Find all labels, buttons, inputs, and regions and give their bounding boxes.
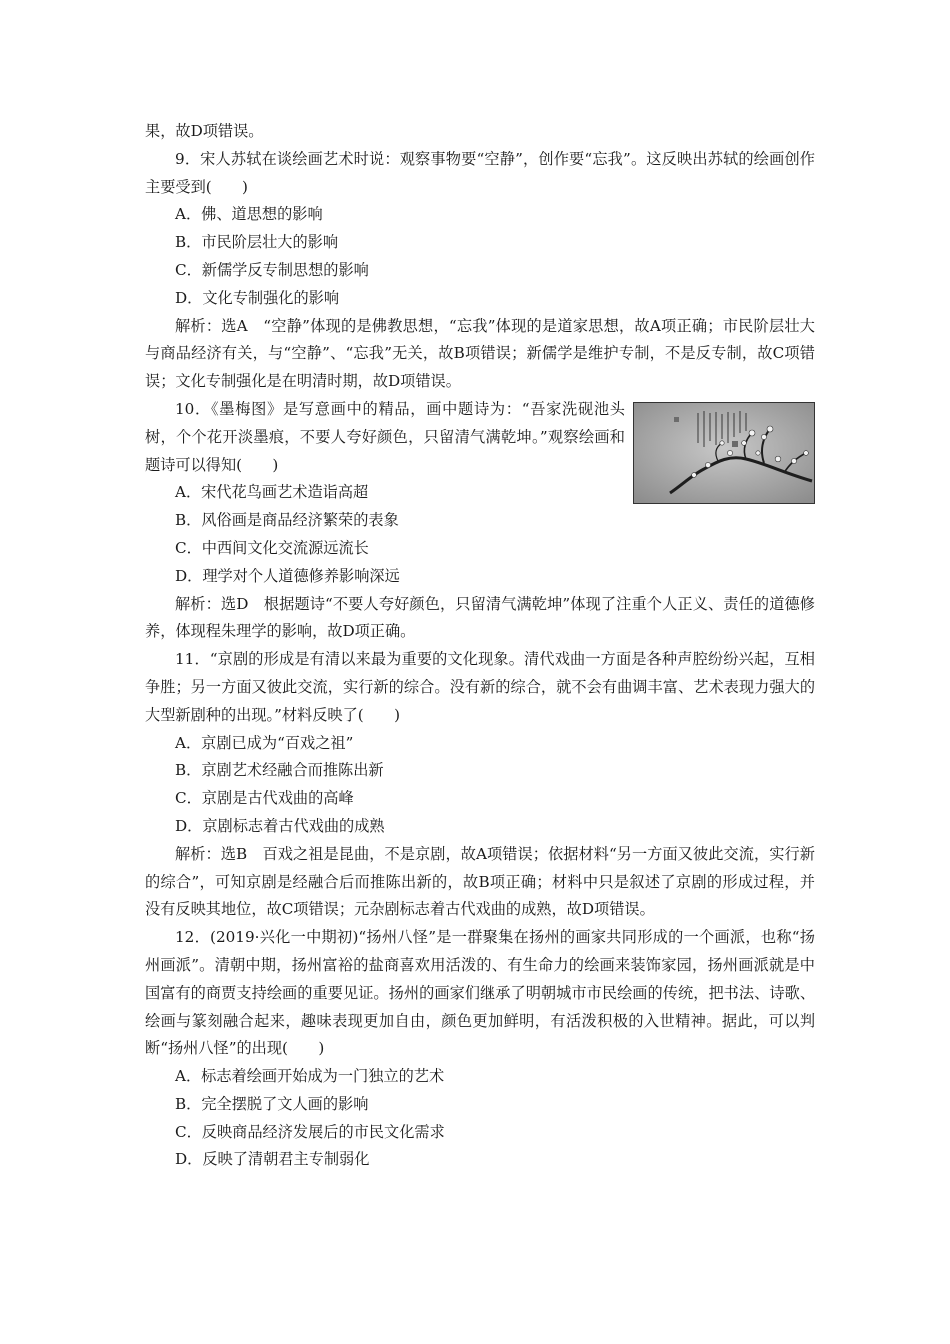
- question-10-option-c: C．中西间文化交流源远流长: [175, 538, 369, 557]
- question-12-option-c: C．反映商品经济发展后的市民文化需求: [175, 1122, 445, 1141]
- question-9-option-c: C．新儒学反专制思想的影响: [175, 260, 369, 279]
- question-10-option-b: B．风俗画是商品经济繁荣的表象: [175, 511, 399, 530]
- question-12-option-a: A．标志着绘画开始成为一门独立的艺术: [175, 1067, 445, 1086]
- question-11-option-a: A．京剧已成为“百戏之祖”: [175, 733, 354, 752]
- plum-blossom-painting-svg: [634, 403, 814, 503]
- question-11: [145, 646, 815, 924]
- question-9-option-d: D．文化专制强化的影响: [175, 288, 340, 307]
- question-11-option-c: C．京剧是古代戏曲的高峰: [175, 789, 354, 808]
- question-9-stem: 9．宋人苏轼在谈绘画艺术时说：观察事物要“空静”，创作要“忘我”。这反映出苏轼的绘画创作主要受到( ): [145, 149, 815, 196]
- document-page: [145, 118, 815, 1174]
- question-10-analysis: 解析：选D 根据题诗“不要人夸好颜色，只留清气满乾坤”体现了注重个人正义、责任的道德修养，体现程朱理学的影响，故D项正确。: [145, 594, 815, 641]
- question-10-stem: 10．《墨梅图》是写意画中的精品，画中题诗为：“吾家洗砚池头树，个个花开淡墨痕，不要人夸好颜色，只留清气满乾坤。”观察绘画和题诗可以得知( ): [145, 399, 625, 474]
- question-9-analysis: 解析：选A “空静”体现的是佛教思想，“忘我”体现的是道家思想，故A项正确；市民阶层壮大与商品经济有关，与“空静”、“忘我”无关，故B项错误；新儒学是维护专制，不是反专制，故C项错误；文化专制强化是在明清时期，故D项错误。: [145, 316, 815, 391]
- question-9-option-a: A．佛、道思想的影响: [175, 205, 323, 224]
- question-11-option-d: D．京剧标志着古代戏曲的成熟: [175, 816, 385, 835]
- question-10-option-a: A．宋代花鸟画艺术造诣高超: [175, 483, 369, 502]
- question-11-analysis: 解析：选B 百戏之祖是昆曲，不是京剧，故A项错误；依据材料“另一方面又彼此交流，实行新的综合”，可知京剧是经融合后而推陈出新的，故B项正确；材料中只是叙述了京剧的形成过程，并没有反映其地位，故C项错误；元杂剧标志着古代戏曲的成熟，故D项错误。: [145, 844, 815, 919]
- question-10-option-d: D．理学对个人道德修养影响深远: [175, 566, 400, 585]
- question-11-option-b: B．京剧艺术经融合而推陈出新: [175, 761, 384, 780]
- question-9: [145, 146, 815, 396]
- question-10-text-column: [145, 396, 625, 507]
- question-12-option-d: D．反映了清朝君主专制弱化: [175, 1150, 370, 1169]
- intro-line: 果，故D项错误。: [145, 122, 264, 140]
- question-11-stem: 11．“京剧的形成是有清以来最为重要的文化现象。清代戏曲一方面是各种声腔纷纷兴起，互相争胜；另一方面又彼此交流，实行新的综合。没有新的综合，就不会有曲调丰富、艺术表现力强大的大型新剧种的出现。”材料反映了( ): [145, 650, 815, 724]
- question-10: [145, 396, 815, 646]
- question-12: [145, 924, 815, 1174]
- question-12-option-b: B．完全摆脱了文人画的影响: [175, 1094, 369, 1113]
- question-12-stem: 12．(2019·兴化一中期初)“扬州八怪”是一群聚集在扬州的画家共同形成的一个画派，也称“扬州画派”。清朝中期，扬州富裕的盐商喜欢用活泼的、有生命力的绘画来装饰家园，扬州画派就是中国富有的商贾支持绘画的重要见证。扬州的画家们继承了明朝城市市民绘画的传统，把书法、诗歌、绘画与篆刻融合起来，趣味表现更加自由，颜色更加鲜明，有活泼积极的入世精神。据此，可以判断“扬州八怪”的出现( ): [145, 928, 815, 1058]
- question-9-option-b: B．市民阶层壮大的影响: [175, 233, 339, 252]
- plum-blossom-painting-image: [633, 402, 815, 504]
